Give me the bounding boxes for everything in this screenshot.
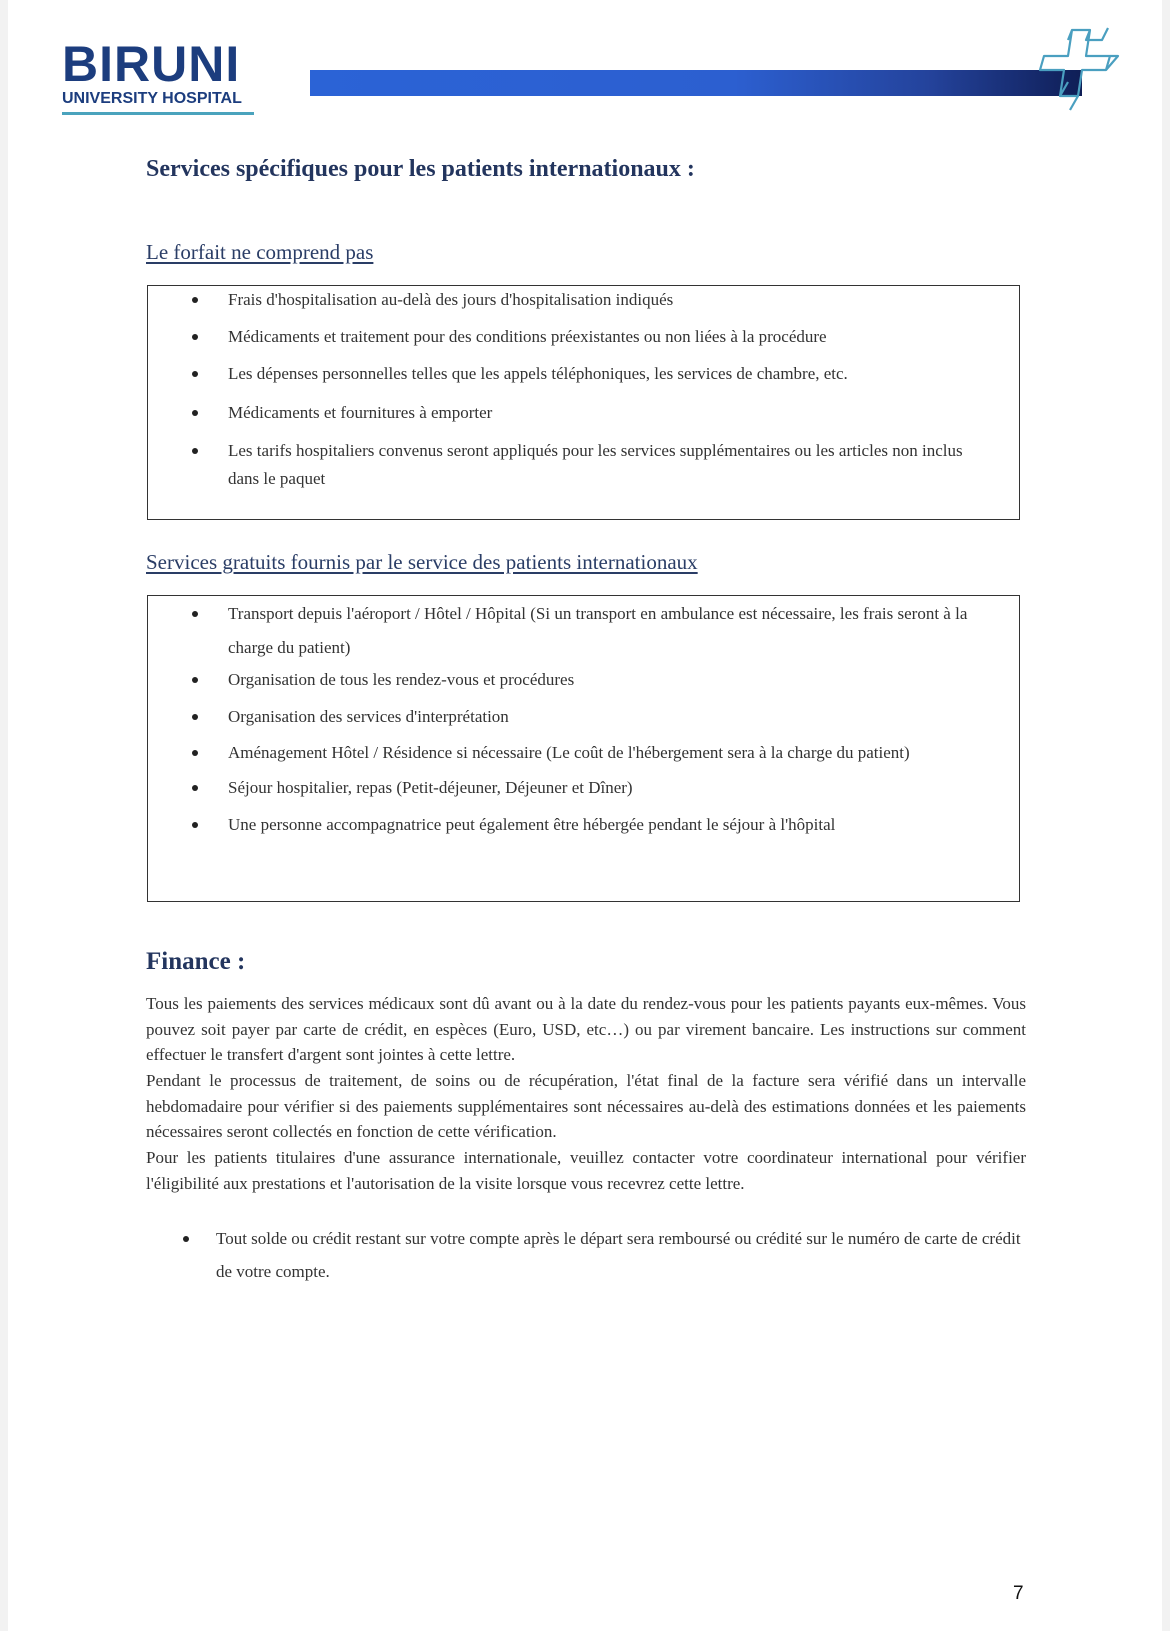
bullet-icon — [192, 785, 198, 791]
not-included-title: Le forfait ne comprend pas — [146, 240, 374, 264]
finance-paragraph: Tous les paiements des services médicaux sont dû avant ou à la date du rendez-vous pour les patients payants eux-mêmes. Vous pouvez soit payer par carte de crédit, en espèces (Euro, USD, etc…) ou par virement bancaire. Les instructions sur comment effectuer le transfert d'argent sont jointes à cette lettre. — [146, 994, 1026, 1064]
document-page: BIRUNI UNIVERSITY HOSPITAL Services spécifiques pour les patients internationaux : Le forfait ne comprend pas Frais d'hospitalisation au-delà des jours d'hospitalisation indiqués Médicaments et traitement pour des conditions préexistantes ou non liées à la procédure Les dépenses personnelles telles que les appels téléphoniques, les services de chambre, etc. Médicaments et fournitures à emporter Les tarifs hospitaliers convenus seront appliqués pour les services supplémentaires ou les articles non inclus dans le paquet Services gratuits fournis par le service des patients internationaux Transport depuis l'aéroport / Hôtel / Hôpital (Si un transport en ambulance est nécessaire, les frais seront à la charge du patient) Organisation de tous les rendez-vous et procédures Organisation des services d'interprétation Aménagement Hôtel / Résidence si nécessaire (Le coût de l'hébergement sera à la charge du patient) Séjour hospitalier, repas (Petit-déjeuner, Déjeuner et Dîner) Une personne accompagnatrice peut également être hébergée pendant le séjour à l'hôpital Finance : Tous les paiements des services médicaux sont dû avant ou à la date du rendez-vous pour les patients payants eux-mêmes. Vous pouvez soit payer par carte de crédit, en espèces (Euro, USD, etc…) ou par virement bancaire. Les instructions sur comment effectuer le transfert d'argent sont jointes à cette lettre. Pendant le processus de traitement, de soins ou de récupération, l'état final de la facture sera vérifié dans un intervalle hebdomadaire pour vérifier si des paiements supplémentaires sont nécessaires au-delà des estimations données et les paiements nécessaires seront collectés en fonction de cette vérification. Pour les patients titulaires d'une assurance internationale, veuillez contacter votre coordinateur international pour vérifier l'éligibilité aux prestations et l'autorisation de la visite lorsque vous recevrez cette lettre. Tout solde ou crédit restant sur votre compte après le départ sera remboursé ou crédité sur le numéro de carte de crédit de votre compte. 7 — [8, 0, 1162, 1631]
logo-subtitle: UNIVERSITY HOSPITAL — [62, 90, 242, 107]
free-services-title: Services gratuits fournis par le service des patients internationaux — [146, 550, 698, 574]
bullet-icon — [192, 677, 198, 683]
bullet-icon — [192, 297, 198, 303]
bullet-icon — [192, 448, 198, 454]
bullet-icon — [192, 822, 198, 828]
not-included-box: Frais d'hospitalisation au-delà des jours d'hospitalisation indiqués Médicaments et traitement pour des conditions préexistantes ou non liées à la procédure Les dépenses personnelles telles que les appels téléphoniques, les services de chambre, etc. Médicaments et fournitures à emporter Les tarifs hospitaliers convenus seront appliqués pour les services supplémentaires ou les articles non inclus dans le paquet — [147, 285, 1020, 520]
bullet-icon — [192, 334, 198, 340]
bullet-icon — [192, 611, 198, 617]
finance-paragraph: Pour les patients titulaires d'une assurance internationale, veuillez contacter votre coordinateur international pour vérifier l'éligibilité aux prestations et l'autorisation de la visite lorsque vous recevrez cette lettre. — [146, 1148, 1026, 1193]
bullet-icon — [183, 1236, 189, 1242]
finance-paragraph: Pendant le processus de traitement, de soins ou de récupération, l'état final de la facture sera vérifié dans un intervalle hebdomadaire pour vérifier si des paiements supplémentaires sont nécessaires au-delà des estimations données et les paiements nécessaires seront collectés en fonction de cette vérification. — [146, 1071, 1026, 1141]
finance-title: Finance : — [146, 948, 246, 975]
hospital-logo — [62, 38, 262, 120]
logo-underline — [62, 112, 254, 115]
medical-cross-icon — [1038, 26, 1132, 114]
free-services-box: Transport depuis l'aéroport / Hôtel / Hôpital (Si un transport en ambulance est nécessaire, les frais seront à la charge du patient) Organisation de tous les rendez-vous et procédures Organisation des services d'interprétation Aménagement Hôtel / Résidence si nécessaire (Le coût de l'hébergement sera à la charge du patient) Séjour hospitalier, repas (Petit-déjeuner, Déjeuner et Dîner) Une personne accompagnatrice peut également être hébergée pendant le séjour à l'hôpital — [147, 595, 1020, 902]
header-gradient-bar — [310, 70, 1082, 96]
page-number: 7 — [1013, 1583, 1024, 1604]
logo-name: BIRUNI — [62, 36, 241, 92]
page-title: Services spécifiques pour les patients internationaux : — [146, 156, 695, 182]
bullet-icon — [192, 750, 198, 756]
bullet-icon — [192, 371, 198, 377]
bullet-icon — [192, 410, 198, 416]
bullet-icon — [192, 714, 198, 720]
